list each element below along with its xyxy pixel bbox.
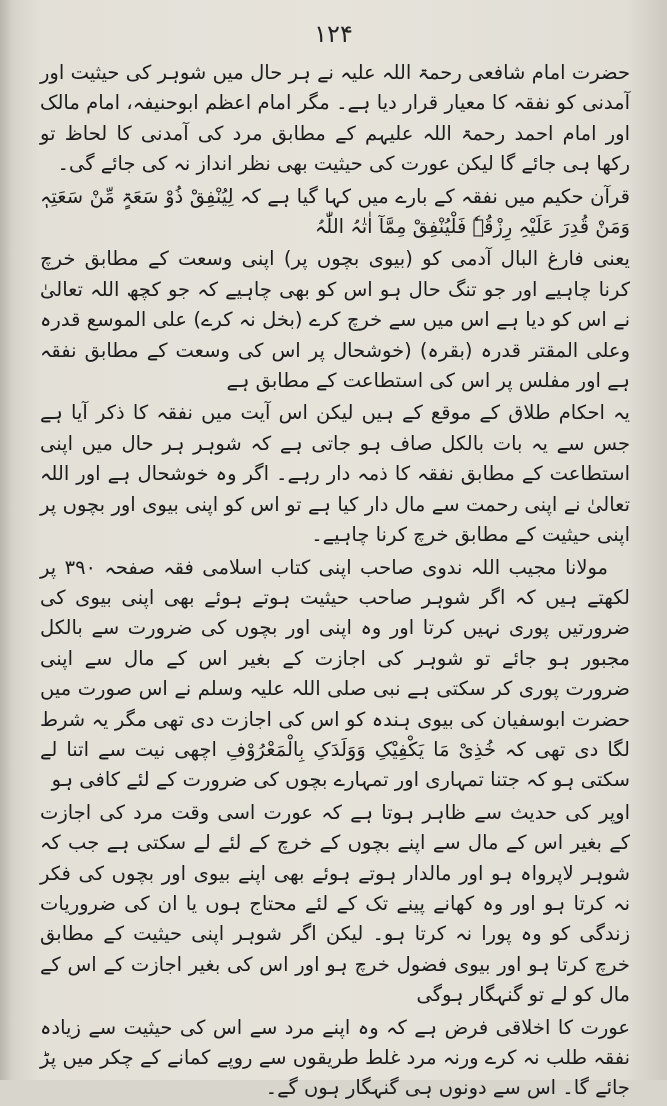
paragraph-moral-duty: عورت کا اخلاقی فرض ہے کہ وہ اپنے مرد سے اس کی حیثیت سے زیادہ نفقہ طلب نہ کرے ورنہ مرد غلط طریقوں سے روپے کمانے کے چکر میں پڑ جائے گا۔ اس سے دونوں ہی گنہگار ہوں گے۔ bbox=[40, 1015, 630, 1100]
paragraph-verse-translation: یعنی فارغ البال آدمی کو (بیوی بچوں پر) اپنی وسعت کے مطابق خرچ کرنا چاہیے اور جو تنگ حال ہو اس کو بھی چاہیے کہ جو کچھ اللہ تعالیٰ نے اس کو دیا ہے اس میں سے خرچ کرے (بخل نہ کرے) علی الموسع قدرہ وعلی المقتر قدرہ (بقرہ) (خوشحال پر اس کی وسعت کے مطابق نفقہ ہے اور مفلس پر اس کی استطاعت کے مطابق ہے bbox=[40, 247, 630, 393]
paragraph-nadvi-quote: مولانا مجیب اللہ ندوی صاحب اپنی کتاب اسلامی فقہ صفحہ ۳۹۰ پر لکھتے ہیں کہ اگر شوہر صاحب حیثیت ہوتے ہوئے بھی اپنی بیوی کی ضرورتیں پوری نہیں کرتا اور وہ اپنی اور بچوں کی ضرورت سے بالکل مجبور ہو جائے تو شوہر کی اجازت کے بغیر اس کے مال سے اپنی ضرورت پوری کر سکتی ہے نبی صلی اللہ علیہ وسلم نے اس صورت میں حضرت ابوسفیان کی بیوی ہندہ کو اس کی اجازت دی تھی مگر یہ شرط لگا دی تھی کہ خُذِیْ مَا یَکْفِیْکِ وَوَلَدَکِ بِالْمَعْرُوْفِ اچھی نیت سے اتنا لے سکتی ہو کہ جتنا تمہاری اور تمہارے بچوں کی ضرورت کے لئے کافی ہو bbox=[40, 555, 630, 792]
page-number: ۱۲۴ bbox=[314, 20, 353, 48]
page-body bbox=[40, 58, 630, 1106]
paragraph-nafaqa-standard: حضرت امام شافعی رحمۃ اللہ علیہ نے ہر حال میں شوہر کی حیثیت اور آمدنی کو نفقہ کا معیار قرار دیا ہے۔ مگر امام اعظم ابوحنیفہ، امام مالک اور امام احمد رحمۃ اللہ علیہم کے مطابق مرد کی آمدنی کا لحاظ تو رکھا ہی جائے گا لیکن عورت کی حیثیت بھی نظر انداز نہ کی جائے گی۔ bbox=[40, 61, 630, 176]
paragraph-talaq-rulings: یہ احکام طلاق کے موقع کے ہیں لیکن اس آیت میں نفقہ کا ذکر آیا ہے جس سے یہ بات بالکل صاف ہو جاتی ہے کہ شوہر ہر حال میں اپنی استطاعت کے مطابق نفقہ کا ذمہ دار رہے۔ اگر وہ خوشحال ہے اور اللہ تعالیٰ نے اپنی رحمت سے مال دار کیا ہے تو اس کو اپنی بیوی اور بچوں پر اپنی حیثیت کے مطابق خرچ کرنا چاہیے۔ bbox=[40, 401, 630, 547]
paragraph-quran-verse: قرآن حکیم میں نفقہ کے بارے میں کہا گیا ہے کہ لِیُنْفِقْ ذُوْ سَعَۃٍ مِّنْ سَعَتِہٖ وَمَنْ قُدِرَ عَلَیْہِ رِزْقُہٗ فَلْیُنْفِقْ مِمَّآ اٰتٰہُ اللّٰہُ bbox=[40, 184, 630, 239]
page-spine-shadow bbox=[0, 0, 12, 1080]
paragraph-hadith-explanation: اوپر کی حدیث سے ظاہر ہوتا ہے کہ عورت اسی وقت مرد کی اجازت کے بغیر اس کے مال سے اپنے بچوں کے خرچ کے لئے لے سکتی ہے جب کہ شوہر لاپرواہ ہو اور مالدار ہوتے ہوئے بھی اپنے بیوی اور بچوں کی فکر نہ کرتا ہو اور وہ کھانے پینے تک کے لئے محتاج ہوں یا ان کی ضروریات زندگی کو وہ پورا نہ کرتا ہو۔ لیکن اگر شوہر اپنی حیثیت کے مطابق خرچ کرتا ہو اور بیوی فضول خرچ ہو اور اس کی بغیر اجازت کے اس کے مال کو لے تو گنہگار ہوگی bbox=[40, 800, 630, 1007]
